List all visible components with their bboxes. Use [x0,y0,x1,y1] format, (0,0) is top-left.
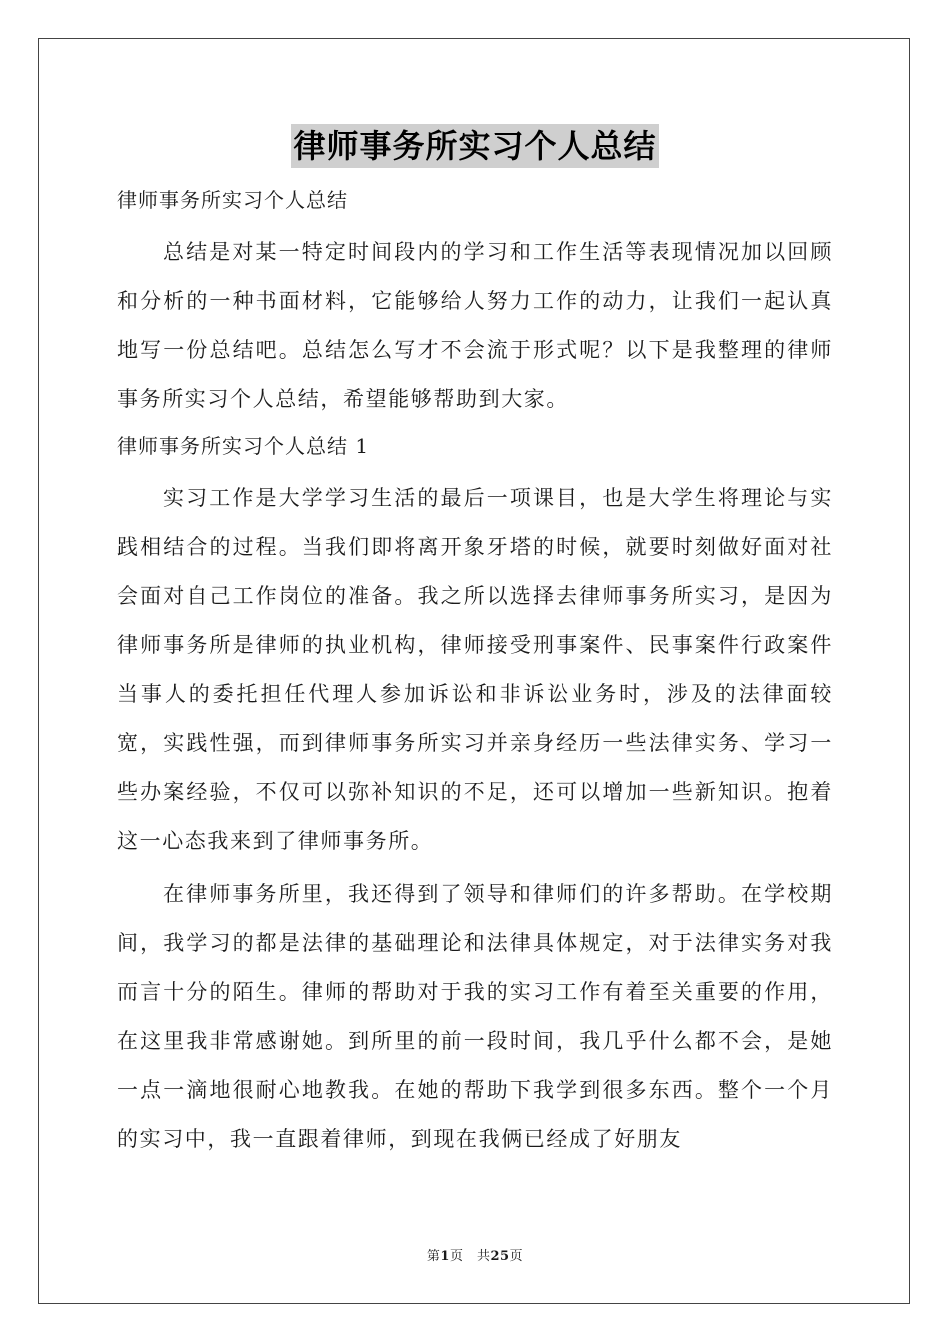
footer-page-current: 1 [440,1249,450,1264]
document-body [117,178,833,1164]
document-title: 律师事务所实习个人总结 [291,124,658,168]
section-heading-1: 律师事务所实习个人总结 1 [117,434,370,458]
footer-page-suffix: 页 [509,1249,524,1264]
footer-page-total: 25 [490,1249,510,1264]
body-paragraph-2: 在律师事务所里，我还得到了领导和律师们的许多帮助。在学校期间，我学习的都是法律的基础理论和法律具体规定，对于法律实务对我而言十分的陌生。律师的帮助对于我的实习工作有着至关重要的作用，在这里我非常感谢她。到所里的前一段时间，我几乎什么都不会，是她一点一滴地很耐心地教我。在她的帮助下我学到很多东西。整个一个月的实习中，我一直跟着律师，到现在我俩已经成了好朋友 [117,882,833,1151]
footer-page-mid: 页 共 [449,1249,491,1264]
page-footer [0,1248,950,1266]
intro-paragraph: 总结是对某一特定时间段内的学习和工作生活等表现情况加以回顾和分析的一种书面材料，它能够给人努力工作的动力，让我们一起认真地写一份总结吧。总结怎么写才不会流于形式呢？以下是我整理的律师事务所实习个人总结，希望能够帮助到大家。 [117,240,833,411]
footer-page-prefix: 第 [426,1249,441,1264]
title-container [0,124,950,168]
body-paragraph-1: 实习工作是大学学习生活的最后一项课目，也是大学生将理论与实践相结合的过程。当我们即将离开象牙塔的时候，就要时刻做好面对社会面对自己工作岗位的准备。我之所以选择去律师事务所实习，是因为律师事务所是律师的执业机构，律师接受刑事案件、民事案件行政案件当事人的委托担任代理人参加诉讼和非诉讼业务时，涉及的法律面较宽，实践性强，而到律师事务所实习并亲身经历一些法律实务、学习一些办案经验，不仅可以弥补知识的不足，还可以增加一些新知识。抱着这一心态我来到了律师事务所。 [117,486,833,853]
document-subtitle: 律师事务所实习个人总结 [117,188,348,212]
